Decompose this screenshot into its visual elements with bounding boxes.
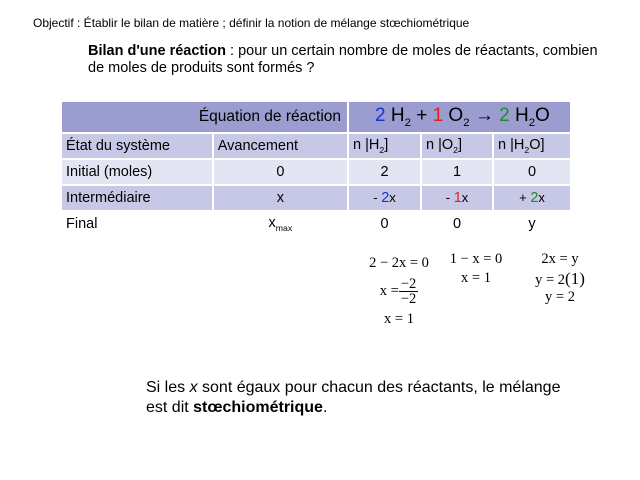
xmax-sub: max xyxy=(275,222,293,233)
intro-bold: Bilan d'une réaction xyxy=(88,43,226,59)
h2-sign: - xyxy=(373,190,382,205)
coef-h2o: 2 xyxy=(499,105,510,127)
conclusion-x: x xyxy=(189,379,198,396)
h2o-sign: + xyxy=(519,190,531,205)
row-final xyxy=(62,212,570,236)
h2o-coef: 2 xyxy=(530,190,539,206)
h2-var: x xyxy=(389,190,396,205)
col-n-o2-post: ] xyxy=(457,137,463,154)
row-final-o2: 0 xyxy=(422,212,492,236)
intro-paragraph xyxy=(88,43,608,77)
row-initial-label: Initial (moles) xyxy=(62,160,212,184)
equation-label: Équation de réaction xyxy=(62,102,347,132)
table-header-row xyxy=(62,102,570,132)
math-o2-line1: 1 − x = 0 xyxy=(449,251,503,267)
col-n-h2o-pre: n |H xyxy=(498,137,525,154)
row-final-avancement xyxy=(214,212,347,236)
col-n-h2-post: ] xyxy=(384,137,389,154)
math-h2-line3: x = 1 xyxy=(384,311,414,327)
formula-h2o-o: O xyxy=(535,105,550,127)
row-initial-o2: 1 xyxy=(422,160,492,184)
reaction-equation xyxy=(349,102,570,132)
formula-h2-sub: 2 xyxy=(404,116,411,129)
row-initial xyxy=(62,160,570,184)
coef-h2: 2 xyxy=(375,105,386,127)
col-n-h2o-post: O] xyxy=(529,137,545,154)
row-intermediate-h2o xyxy=(494,186,570,210)
intro-text: : pour un certain nombre de moles de réactants, combien de moles de produits sont formés ? xyxy=(88,43,598,76)
col-avancement: Avancement xyxy=(214,134,347,158)
math-h2o-line1: 2x = y xyxy=(541,251,579,267)
coef-o2: 1 xyxy=(432,105,444,127)
math-h2-line1: 2 − 2x = 0 xyxy=(369,255,429,271)
column-header-row xyxy=(62,134,570,158)
col-n-h2o xyxy=(494,134,570,158)
o2-coef: 1 xyxy=(453,190,462,206)
conclusion-text xyxy=(146,378,576,418)
math-h2o-line2-a: y = 2 xyxy=(535,272,566,288)
col-n-o2-sub: 2 xyxy=(453,144,458,155)
math-o2 xyxy=(446,250,506,288)
col-state: État du système xyxy=(62,134,212,158)
conclusion-c: . xyxy=(322,399,328,416)
fraction xyxy=(399,277,418,306)
math-h2o xyxy=(528,250,592,307)
row-intermediate-label: Intermédiaire xyxy=(62,186,212,210)
reaction-table xyxy=(60,100,572,238)
col-n-h2 xyxy=(349,134,420,158)
conclusion-bold: stœchiométrique xyxy=(193,399,323,416)
conclusion-a: Si les xyxy=(146,379,190,396)
row-intermediate-avancement: x xyxy=(214,186,347,210)
frac-denominator: −2 xyxy=(400,291,417,308)
formula-arrow: → xyxy=(469,105,500,127)
row-final-label: Final xyxy=(62,212,212,236)
row-intermediate-h2 xyxy=(349,186,420,210)
math-h2o-line2 xyxy=(528,269,592,288)
objective-text: Objectif : Établir le bilan de matière ; définir la notion de mélange stœchiométrique xyxy=(33,16,470,30)
math-o2-line2: x = 1 xyxy=(461,270,491,286)
row-initial-h2: 2 xyxy=(349,160,420,184)
formula-h2o-sub: 2 xyxy=(528,116,536,129)
frac-numerator: −2 xyxy=(400,276,417,293)
math-h2 xyxy=(362,253,436,329)
row-initial-h2o: 0 xyxy=(494,160,570,184)
h2o-var: x xyxy=(538,190,545,205)
formula-h2o: H xyxy=(509,105,529,127)
xmax-x: x xyxy=(268,215,276,232)
col-n-h2-sub: 2 xyxy=(379,144,385,155)
math-h2-frac-lhs: x = xyxy=(379,283,399,299)
row-final-h2: 0 xyxy=(349,212,420,236)
col-n-h2o-sub: 2 xyxy=(524,144,530,155)
row-final-h2o: y xyxy=(494,212,570,236)
row-intermediate-o2 xyxy=(422,186,492,210)
conclusion-b: sont égaux pour chacun des réactants, le mélange est dit xyxy=(146,379,561,416)
math-h2-fraction xyxy=(362,273,436,309)
col-n-o2 xyxy=(422,134,492,158)
col-n-h2-pre: n |H xyxy=(353,137,380,154)
math-h2o-line3: y = 2 xyxy=(545,289,575,305)
h2-coef: 2 xyxy=(381,190,390,206)
o2-var: x xyxy=(461,190,469,205)
o2-sign: - xyxy=(445,190,454,205)
math-h2o-line2-b: (1) xyxy=(565,269,585,288)
formula-o2-sub: 2 xyxy=(463,116,470,129)
formula-h2: H xyxy=(385,105,405,127)
col-n-o2-pre: n |O xyxy=(426,137,454,154)
row-initial-avancement: 0 xyxy=(214,160,347,184)
formula-plus: + xyxy=(410,105,433,127)
row-intermediate xyxy=(62,186,570,210)
formula-o2: O xyxy=(443,105,464,127)
